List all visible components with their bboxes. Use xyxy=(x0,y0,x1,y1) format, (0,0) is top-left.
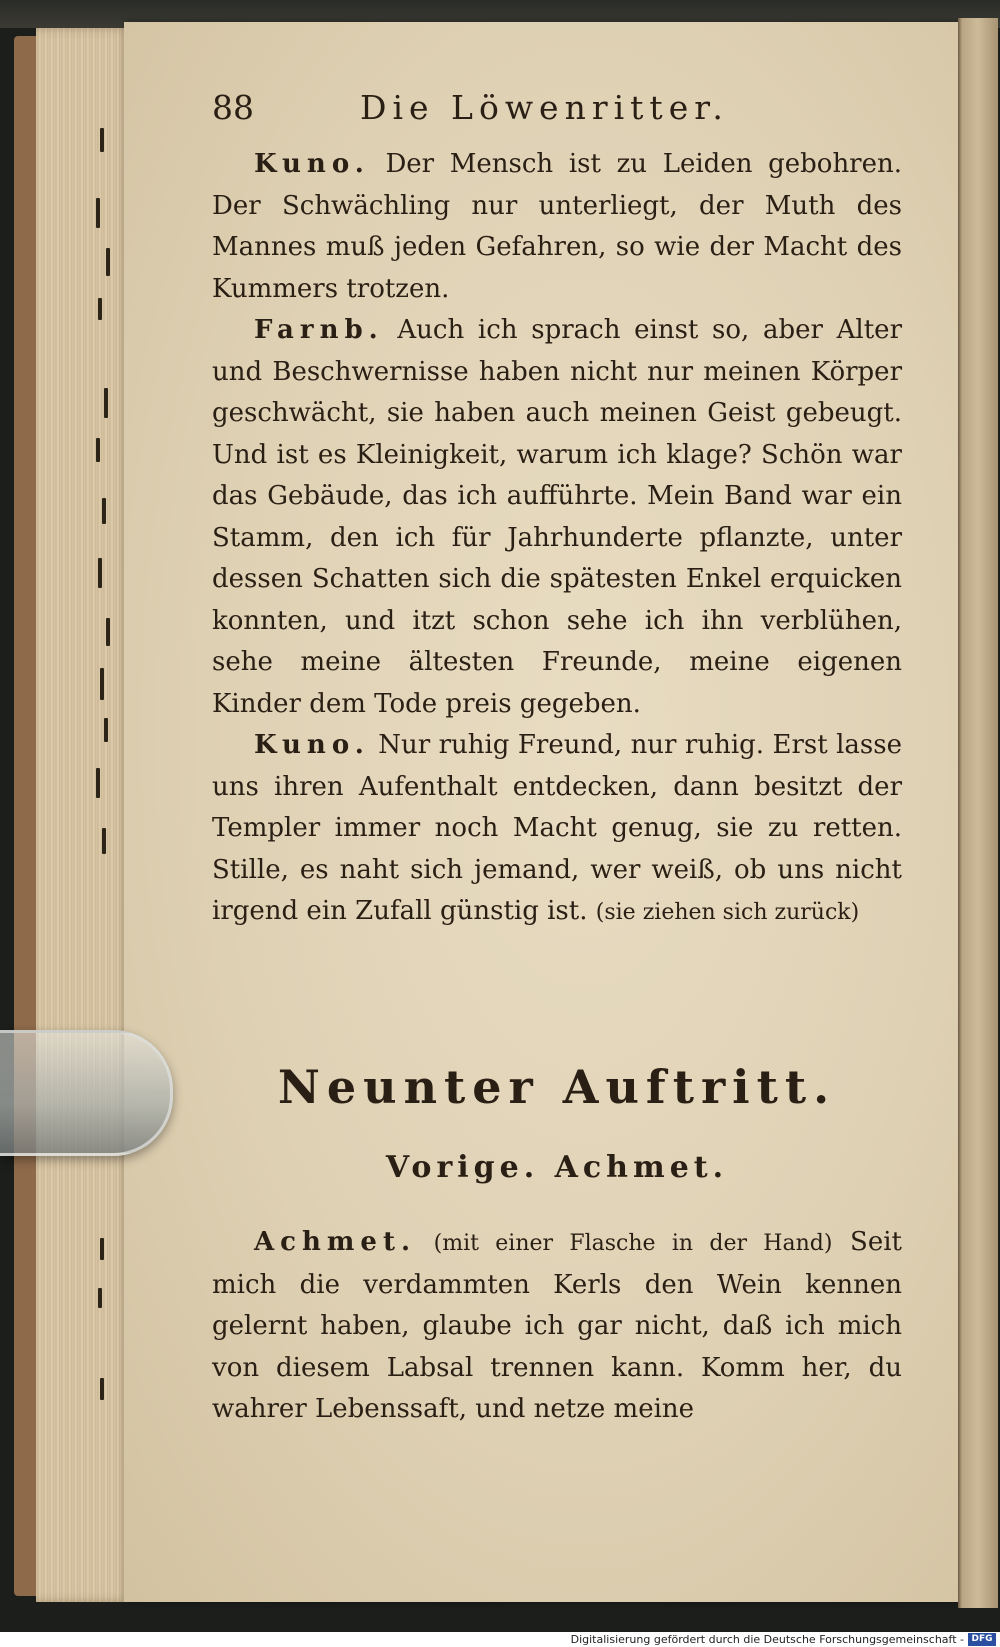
speaker-name: Achmet. xyxy=(254,1227,417,1257)
right-page-edge xyxy=(958,18,998,1608)
page-body xyxy=(212,88,902,934)
page-stack-edge xyxy=(36,28,132,1602)
dialogue-paragraph xyxy=(212,725,902,934)
stage-direction: (mit einer Flasche in der Hand) xyxy=(433,1231,833,1256)
page-number: 88 xyxy=(212,88,254,127)
page-body-continued xyxy=(212,1222,902,1431)
speaker-name: Kuno. xyxy=(254,730,370,760)
dialogue-text: Seit mich die verdammten Kerls den Wein kennen gelernt haben, glaube ich gar nicht, daß ich mich von diesem Labsal trennen kann. Komm her, du wahrer Lebenssaft, und netze meine xyxy=(212,1227,903,1424)
page-edge-marks xyxy=(86,128,126,1428)
page-header xyxy=(212,88,902,144)
dialogue-text: Auch ich sprach einst so, aber Alter und Beschwernisse haben nicht nur meinen Körper geschwächt, sie haben auch meinen Geist gebeugt. Und ist es Kleinigkeit, warum ich klage? Schön war das Gebäude, das ich aufführte. Mein Band war ein Stamm, den ich für Jahrhunderte pflanzte, unter dessen Schatten sich die spätesten Enkel erquicken konnten, und itzt schon sehe ich ihn verblühen, sehe meine ältesten Freunde, meine eigenen Kinder dem Tode preis gegeben. xyxy=(212,315,902,719)
speaker-name: Farnb. xyxy=(254,315,384,345)
dialogue-paragraph xyxy=(212,310,902,725)
dfg-logo-icon: DFG xyxy=(968,1633,996,1646)
scene-title: Neunter Auftritt. xyxy=(277,1060,837,1114)
stage-direction: (sie ziehen sich zurück) xyxy=(595,900,860,925)
footer-credit: Digitalisierung gefördert durch die Deutsche Forschungsgemeinschaft - xyxy=(570,1633,964,1646)
dialogue-text: Nur ruhig Freund, nur ruhig. Erst lasse uns ihren Aufenthalt entdecken, dann besitzt der Templer immer noch Macht genug, sie zu retten. Stille, es naht sich jemand, wer weiß, ob uns nicht irgend ein Zufall günstig ist. xyxy=(212,730,903,926)
page-weight-ruler xyxy=(0,1030,173,1156)
dialogue-text: Der Mensch ist zu Leiden gebohren. Der Schwächling nur unterliegt, der Muth des Mannes muß jeden Gefahren, so wie der Macht des Kummers trotzen. xyxy=(212,149,903,304)
scene-characters: Vorige. Achmet. xyxy=(385,1150,729,1185)
speaker-name: Kuno. xyxy=(254,149,370,179)
dialogue-paragraph xyxy=(212,144,902,310)
dialogue-paragraph xyxy=(212,1222,902,1431)
running-title: Die Löwenritter. xyxy=(360,88,729,127)
